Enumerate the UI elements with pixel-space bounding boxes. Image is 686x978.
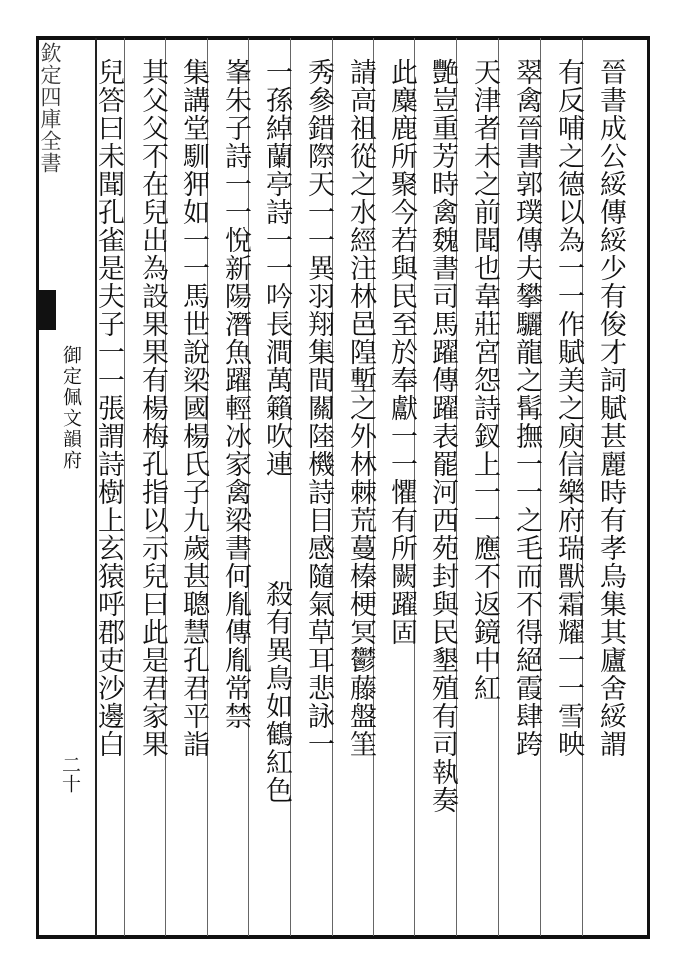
folio-number: 二十 <box>59 755 81 793</box>
gutter-book-title: 御定佩文韻府 <box>60 345 82 471</box>
text-column-12: 其父父不在兒出為設果果有楊梅孔指以示兒曰此是君家果 <box>137 58 168 758</box>
text-column-1: 晉書成公綏傳綏少有俊才詞賦甚麗時有孝烏集其廬舍綏謂 <box>595 58 626 758</box>
text-column-9: 一孫綽蘭亭詩一一吟長澗萬籟吹連 <box>261 58 292 478</box>
text-column-5: 艷豈重芳時禽魏書司馬躍傳躍表罷河西苑封與民墾殖有司執奏 <box>427 58 458 814</box>
text-column-6: 此麋鹿所聚今若與民至於奉獻一一懼有所闕躍固 <box>386 58 417 646</box>
text-column-2: 有反哺之德以為一一作賦美之庾信樂府瑞獸霜耀一一雪映 <box>553 58 584 758</box>
frame-bottom-border <box>36 935 650 939</box>
frame-top-border <box>36 36 650 40</box>
text-column-4: 天津者未之前聞也韋莊宮怨詩釵上一一應不返鏡中紅 <box>469 58 500 702</box>
text-column-9b: 殺有異鳥如鶴紅色 <box>261 580 292 804</box>
fishtail-mark <box>38 290 56 330</box>
text-column-13: 兒答曰未聞孔雀是夫子一一張謂詩樹上玄猿呼郡吏沙邊白 <box>93 58 124 758</box>
text-column-11: 集講堂馴狎如一一馬世說梁國楊氏子九歲甚聰慧孔君平詣 <box>178 58 209 758</box>
text-column-7: 請高祖從之水經注林邑隍塹之外林棘荒蔓榛梗冥鬱藤盤筀 <box>345 58 376 758</box>
text-column-8: 秀參錯際天一一異羽翔集間關陸機詩目感隨氣草耳悲詠一 <box>303 58 334 758</box>
text-column-10: 峯朱子詩一一悅新陽潛魚躍輕冰家禽梁書何胤傳胤常禁 <box>220 58 251 730</box>
gutter-title: 欽定四庫全書 <box>38 42 62 174</box>
text-column-3: 翠禽晉書郭璞傳夫攀驪龍之髯撫一一之毛而不得絕霞肆跨 <box>511 58 542 758</box>
frame-right-border <box>647 36 650 939</box>
